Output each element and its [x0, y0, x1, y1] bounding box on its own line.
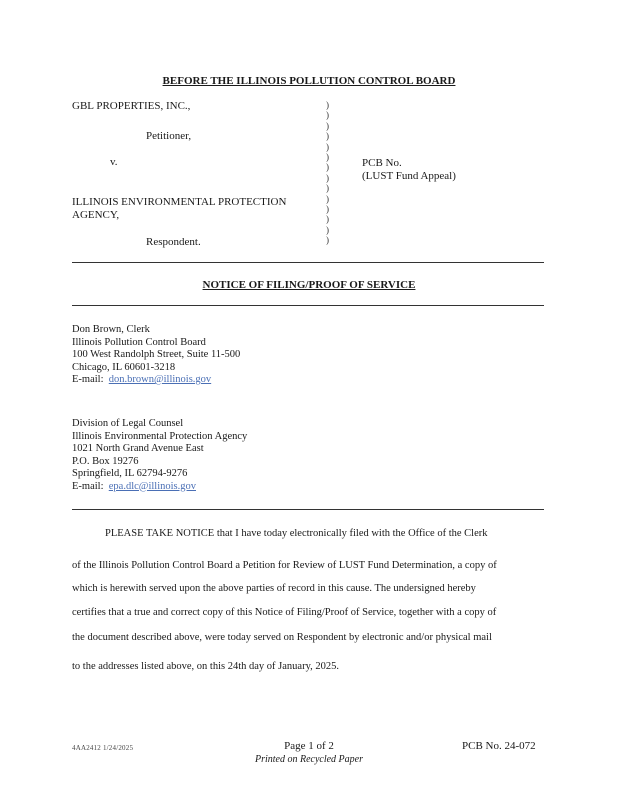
recipient-legal-counsel	[72, 418, 247, 493]
case-type: (LUST Fund Appeal)	[362, 170, 456, 182]
body-line-5: the document described above, were today served on Respondent by electronic and/or physical mail	[72, 632, 492, 643]
board-title: BEFORE THE ILLINOIS POLLUTION CONTROL BOARD	[162, 75, 456, 87]
recycled-paper-note: Printed on Recycled Paper	[254, 754, 363, 765]
recipient-line: 1021 North Grand Avenue East	[72, 443, 204, 454]
recipient-line: Division of Legal Counsel	[72, 418, 184, 429]
recipient-line: Springfield, IL 62794-9276	[72, 468, 188, 479]
body-line-1: PLEASE TAKE NOTICE that I have today electronically filed with the Office of the Clerk	[105, 528, 488, 539]
body-line-4: certifies that a true and correct copy of this Notice of Filing/Proof of Service, together with a copy of	[72, 607, 497, 618]
versus: v.	[110, 156, 118, 168]
caption-divider	[72, 262, 544, 263]
recipient-line: Don Brown, Clerk	[72, 324, 150, 335]
respondent-name-line1: ILLINOIS ENVIRONMENTAL PROTECTION	[72, 196, 287, 208]
clerk-email-link[interactable]: don.brown@illinois.gov	[108, 374, 212, 385]
respondent-name-line2: AGENCY,	[72, 209, 120, 221]
recipient-email-row	[72, 481, 247, 494]
body-line-3: which is herewith served upon the above parties of record in this cause. The undersigned hereby	[72, 583, 476, 594]
doc-code: 4AA2412 1/24/2025	[72, 744, 134, 752]
page-number: Page 1 of 2	[284, 740, 334, 752]
recipient-email-row	[72, 374, 240, 387]
recipients-divider	[72, 509, 544, 510]
email-label: E-mail:	[72, 480, 104, 492]
body-line-6: to the addresses listed above, on this 24th day of January, 2025.	[72, 661, 340, 672]
footer-case-number: PCB No. 24-072	[462, 740, 536, 752]
respondent-role: Respondent.	[146, 236, 201, 248]
caption-paren-column: ) ) ) ) ) ) ) ) ) ) ) ) ) )	[326, 100, 329, 246]
recipient-line: 100 West Randolph Street, Suite 11-500	[72, 349, 241, 360]
pcb-number-label: PCB No.	[362, 157, 402, 169]
petitioner-name: GBL PROPERTIES, INC.,	[72, 100, 191, 112]
recipient-line: Chicago, IL 60601-3218	[72, 361, 176, 373]
petitioner-role: Petitioner,	[146, 130, 192, 142]
recipient-line: P.O. Box 19276	[72, 455, 139, 467]
notice-title: NOTICE OF FILING/PROOF OF SERVICE	[202, 279, 416, 291]
notice-title-divider	[72, 305, 544, 306]
recipient-line: Illinois Environmental Protection Agency	[72, 430, 248, 442]
email-label: E-mail:	[72, 374, 104, 385]
recipient-line: Illinois Pollution Control Board	[72, 336, 206, 348]
recipient-clerk	[72, 324, 240, 387]
body-line-2: of the Illinois Pollution Control Board a Petition for Review of LUST Fund Determination, a copy of	[72, 560, 497, 571]
epa-email-link[interactable]: epa.dlc@illinois.gov	[108, 480, 196, 492]
